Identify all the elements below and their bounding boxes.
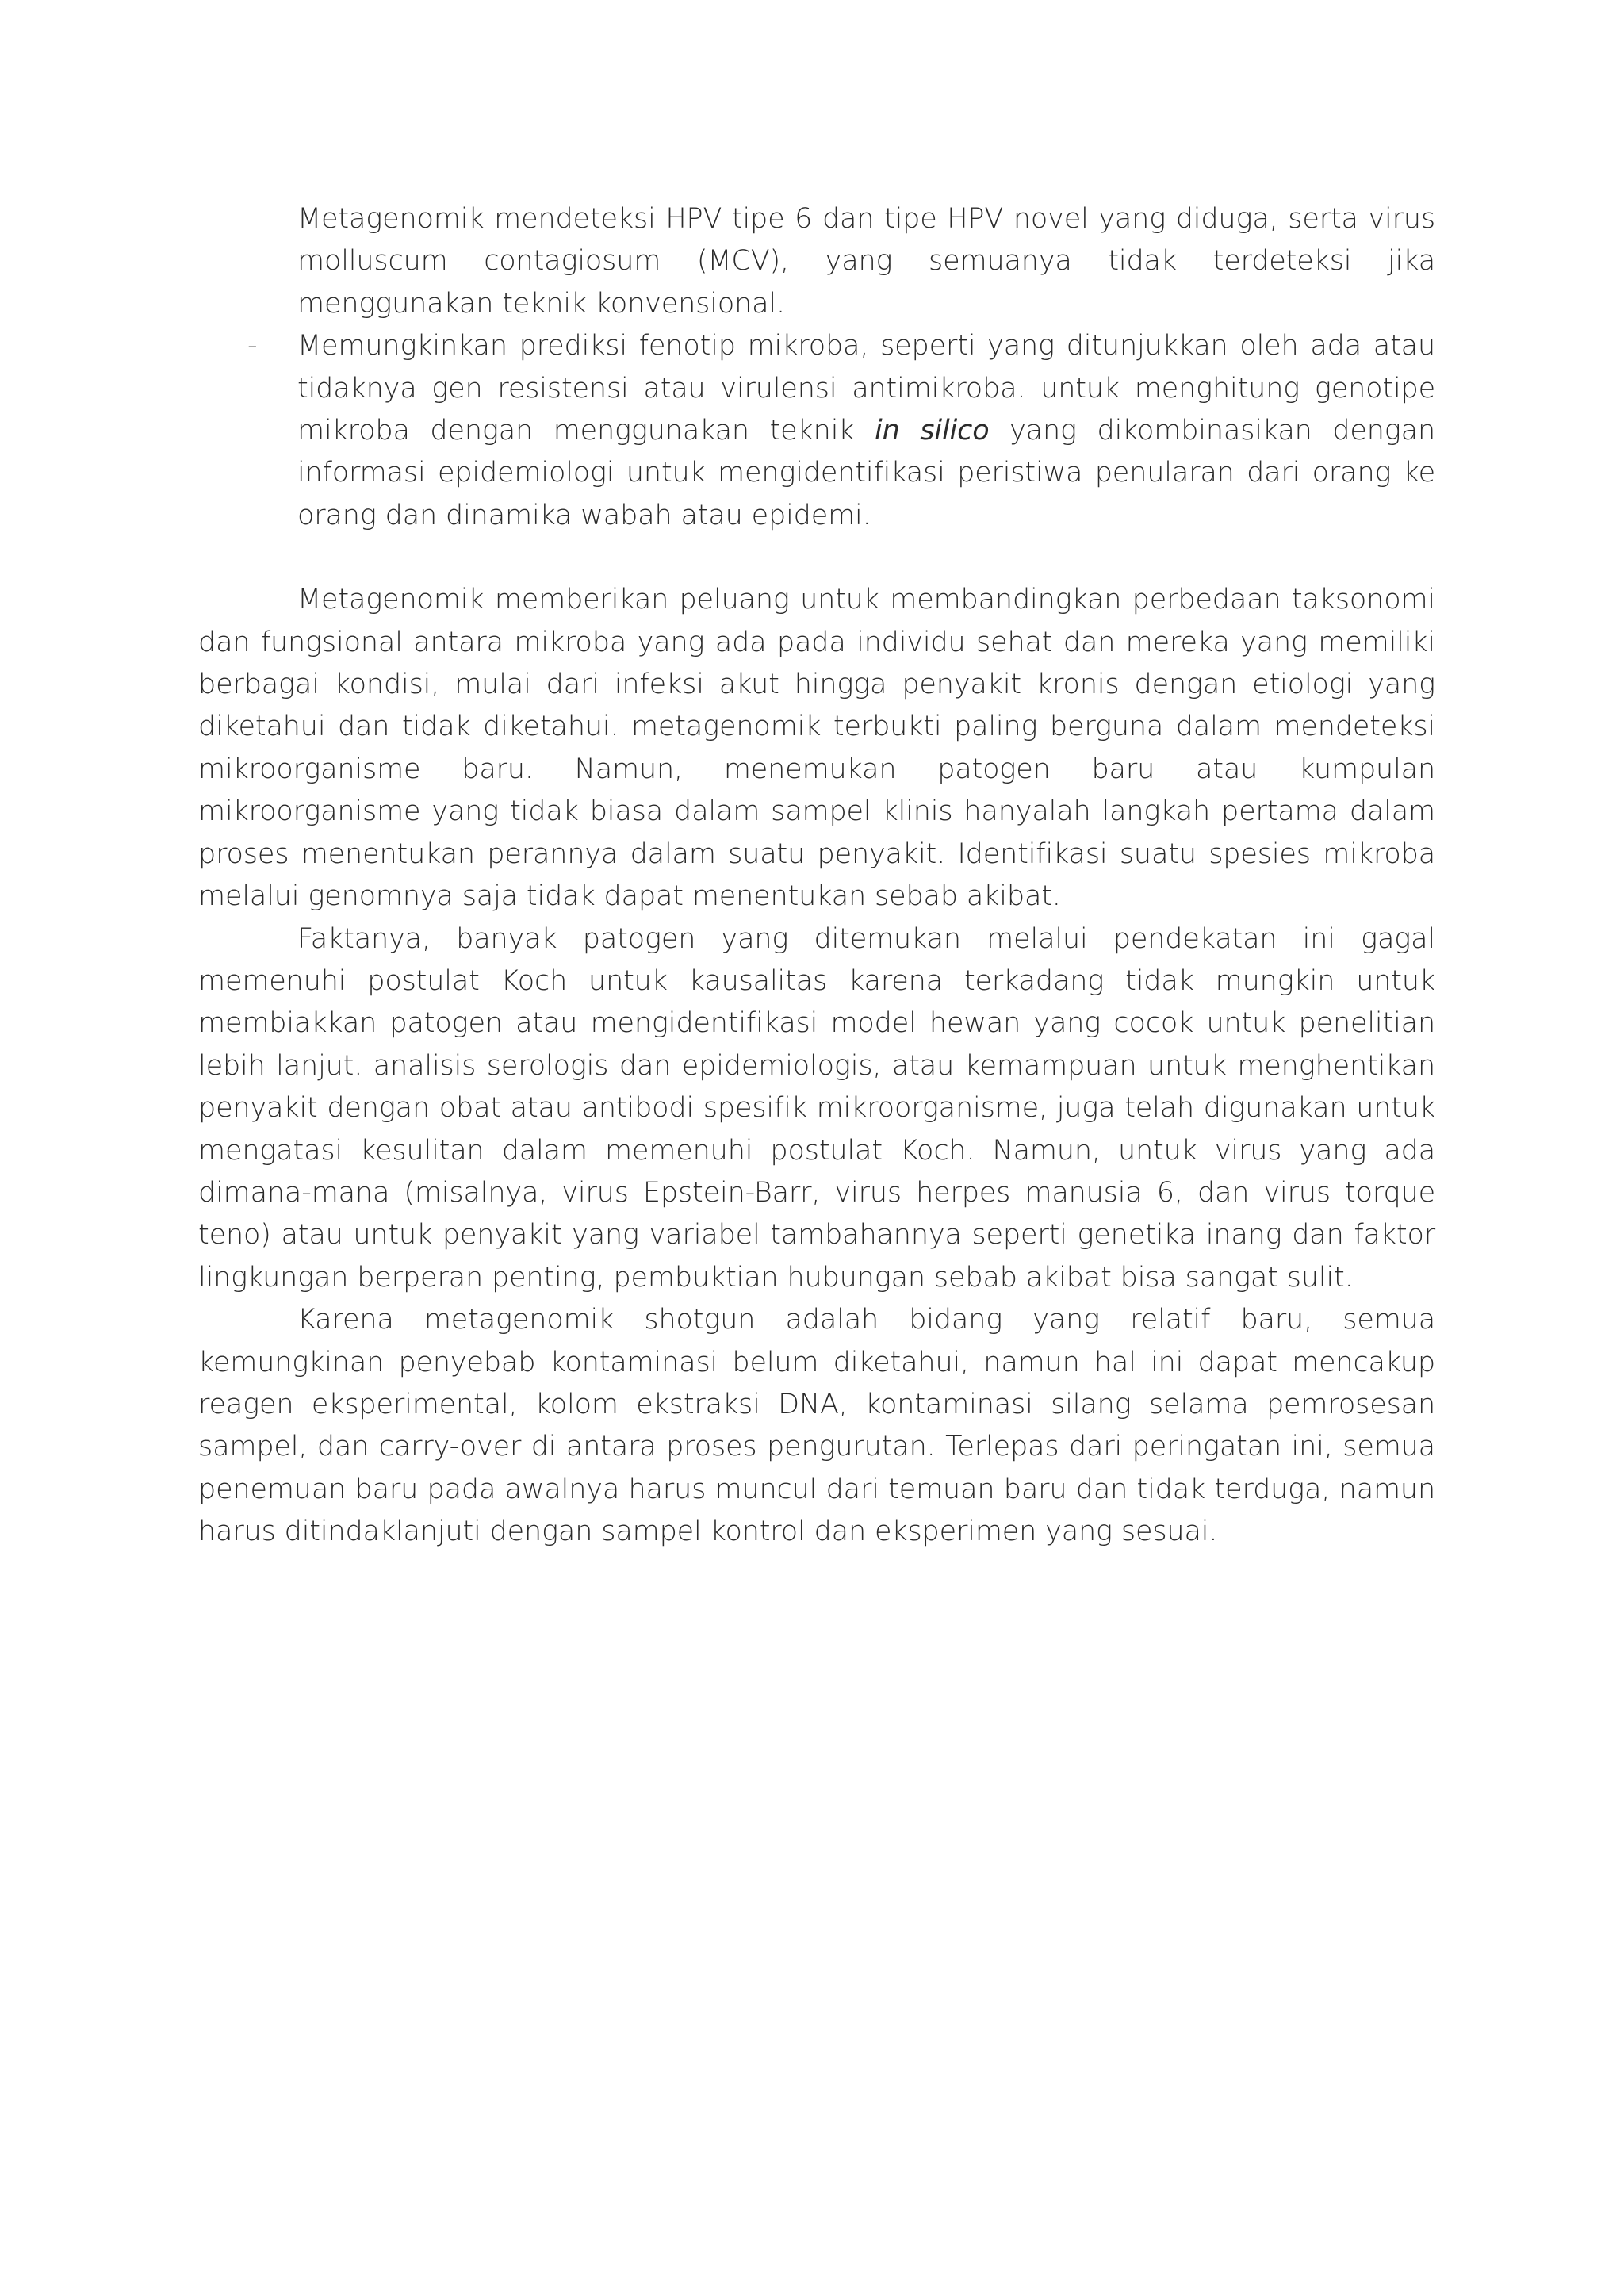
bullet-text-part-2: yang dikombinasikan dengan informasi epidemiologi untuk mengidentifikasi peristiwa penularan dari orang ke orang dan dinamika wabah atau epidemi. <box>297 415 1435 531</box>
bullet-continuation-text: Metagenomik mendeteksi HPV tipe 6 dan tipe HPV novel yang diduga, serta virus molluscum contagiosum (MCV), yang semuanya tidak terdeteksi jika menggunakan teknik konvensional. <box>297 203 1435 320</box>
bullet-text-part-1: Memungkinkan prediksi fenotip mikroba, seperti yang ditunjukkan oleh ada atau tidaknya gen resistensi atau virulensi antimikroba. untuk menghitung genotipe mikroba dengan menggunakan teknik <box>297 330 1435 447</box>
bullet-item <box>198 325 1435 537</box>
page-body <box>198 198 1435 1554</box>
body-paragraph-1: Metagenomik memberikan peluang untuk membandingkan perbedaan taksonomi dan fungsional antara mikroba yang ada pada individu sehat dan mereka yang memiliki berbagai kondisi, mulai dari infeksi akut hingga penyakit kronis dengan etiologi yang diketahui dan tidak diketahui. metagenomik terbukti paling berguna dalam mendeteksi mikroorganisme baru. Namun, menemukan patogen baru atau kumpulan mikroorganisme yang tidak biasa dalam sampel klinis hanyalah langkah pertama dalam proses menentukan perannya dalam suatu penyakit. Identifikasi suatu spesies mikroba melalui genomnya saja tidak dapat menentukan sebab akibat. <box>198 584 1435 913</box>
paragraph-spacer <box>198 537 1435 579</box>
bullet-dash-marker: - <box>247 330 258 362</box>
body-paragraph-3: Karena metagenomik shotgun adalah bidang yang relatif baru, semua kemungkinan penyebab kontaminasi belum diketahui, namun hal ini dapat mencakup reagen eksperimental, kolom ekstraksi DNA, kontaminasi silang selama pemrosesan sampel, dan carry-over di antara proses pengurutan. Terlepas dari peringatan ini, semua penemuan baru pada awalnya harus muncul dari temuan baru dan tidak terduga, namun harus ditindaklanjuti dengan sampel kontrol dan eksperimen yang sesuai. <box>198 1304 1435 1548</box>
bullet-italic-term: in silico <box>875 415 990 447</box>
body-paragraph-2: Faktanya, banyak patogen yang ditemukan melalui pendekatan ini gagal memenuhi postulat Koch untuk kausalitas karena terkadang tidak mungkin untuk membiakkan patogen atau mengidentifikasi model hewan yang cocok untuk penelitian lebih lanjut. analisis serologis dan epidemiologis, atau kemampuan untuk menghentikan penyakit dengan obat atau antibodi spesifik mikroorganisme, juga telah digunakan untuk mengatasi kesulitan dalam memenuhi postulat Koch. Namun, untuk virus yang ada dimana-mana (misalnya, virus Epstein-Barr, virus herpes manusia 6, dan virus torque teno) atau untuk penyakit yang variabel tambahannya seperti genetika inang dan faktor lingkungan berperan penting, pembuktian hubungan sebab akibat bisa sangat sulit. <box>198 922 1435 1294</box>
bullet-item-text <box>297 325 1435 537</box>
